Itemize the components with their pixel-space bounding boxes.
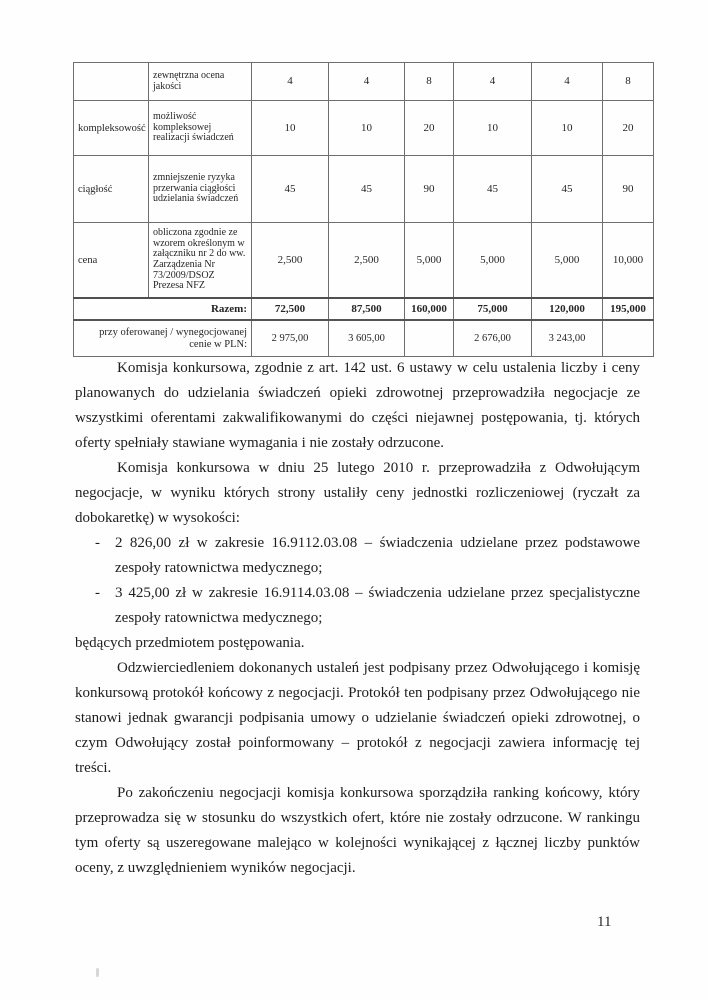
value-cell: 10 (329, 101, 405, 156)
total-value-cell: 87,500 (329, 298, 405, 320)
value-cell: 90 (405, 156, 454, 223)
value-cell: 20 (405, 101, 454, 156)
total-value-cell: 195,000 (603, 298, 654, 320)
description-cell: obliczona zgodnie ze wzorem określonym w załączniku nr 2 do ww. Zarządzenia Nr 73/2009/DSOZ Prezesa NFZ (149, 223, 252, 299)
value-cell: 2,500 (252, 223, 329, 299)
value-cell: 10,000 (603, 223, 654, 299)
price-value-cell: 3 605,00 (329, 320, 405, 357)
price-value-cell (603, 320, 654, 357)
criterion-cell: cena (74, 223, 149, 299)
value-cell: 10 (532, 101, 603, 156)
price-row (74, 320, 654, 357)
total-value-cell: 72,500 (252, 298, 329, 320)
description-cell: zewnętrzna ocena jakości (149, 63, 252, 101)
total-value-cell: 75,000 (454, 298, 532, 320)
value-cell: 4 (532, 63, 603, 101)
value-cell: 45 (329, 156, 405, 223)
description-cell: zmniejszenie ryzyka przerwania ciągłości udzielania świadczeń (149, 156, 252, 223)
document-body (75, 356, 640, 881)
value-cell: 4 (329, 63, 405, 101)
value-cell: 5,000 (454, 223, 532, 299)
value-cell: 4 (454, 63, 532, 101)
list-item-text: 3 425,00 zł w zakresie 16.9114.03.08 – świadczenia udzielane przez specjalistyczne zespoły ratownictwa medycznego; (115, 585, 640, 626)
price-row-label: przy oferowanej / wynegocjowanej cenie w PLN: (74, 320, 252, 357)
price-value-cell: 2 676,00 (454, 320, 532, 357)
value-cell: 10 (454, 101, 532, 156)
value-cell: 10 (252, 101, 329, 156)
list-dash: - (95, 585, 100, 601)
table-row (74, 101, 654, 156)
value-cell: 4 (252, 63, 329, 101)
table-row (74, 156, 654, 223)
table-row (74, 223, 654, 299)
paragraph-intro: Komisja konkursowa, zgodnie z art. 142 ust. 6 ustawy w celu ustalenia liczby i ceny planowanych do udzielania świadczeń opieki zdrowotnej przeprowadziła negocjacje ze wszystkimi oferentami zakwalifikowanymi do części niejawnej postępowania, tj. których oferty spełniały stawiane wymagania i nie zostały odrzucone. (75, 360, 640, 451)
list-item (75, 531, 640, 581)
total-value-cell: 160,000 (405, 298, 454, 320)
value-cell: 5,000 (405, 223, 454, 299)
list-item-text: 2 826,00 zł w zakresie 16.9112.03.08 – świadczenia udzielane przez podstawowe zespoły ratownictwa medycznego; (115, 535, 640, 576)
value-cell: 20 (603, 101, 654, 156)
paragraph-subject: będących przedmiotem postępowania. (75, 635, 305, 651)
total-value-cell: 120,000 (532, 298, 603, 320)
list-dash: - (95, 535, 100, 551)
criteria-scoring-table (73, 62, 654, 357)
criterion-cell: kompleksowość (74, 101, 149, 156)
value-cell: 2,500 (329, 223, 405, 299)
value-cell: 8 (405, 63, 454, 101)
price-value-cell: 3 243,00 (532, 320, 603, 357)
table-row (74, 63, 654, 101)
value-cell: 45 (532, 156, 603, 223)
paragraph-protocol: Odzwierciedleniem dokonanych ustaleń jest podpisany przez Odwołującego i komisję konkursową protokół końcowy z negocjacji. Protokół ten podpisany przez Odwołującego nie stanowi jednak gwarancji podpisania umowy o udzielanie świadczeń opieki zdrowotnej, o czym Odwołujący został poinformowany – protokół z negocjacji zawiera informację tej treści. (75, 660, 640, 776)
value-cell: 45 (252, 156, 329, 223)
price-value-cell: 2 975,00 (252, 320, 329, 357)
total-row (74, 298, 654, 320)
value-cell: 5,000 (532, 223, 603, 299)
description-cell: możliwość kompleksowej realizacji świadczeń (149, 101, 252, 156)
value-cell: 45 (454, 156, 532, 223)
value-cell: 8 (603, 63, 654, 101)
scan-artifact (96, 968, 99, 977)
criterion-cell: ciągłość (74, 156, 149, 223)
paragraph-ranking: Po zakończeniu negocjacji komisja konkursowa sporządziła ranking końcowy, który przeprowadza się w stosunku do wszystkich ofert, które nie zostały odrzucone. W rankingu tym oferty są uszeregowane malejąco w kolejności wynikającej z łącznej liczby punktów oceny, z uwzględnieniem wyników negocjacji. (75, 785, 640, 876)
page-number: 11 (597, 914, 612, 930)
paragraph-negotiations: Komisja konkursowa w dniu 25 lutego 2010 r. przeprowadziła z Odwołującym negocjacje, w wyniku których strony ustaliły ceny jednostki rozliczeniowej (ryczałt za dobokaretkę) w wysokości: (75, 460, 640, 526)
value-cell: 90 (603, 156, 654, 223)
list-item (75, 581, 640, 631)
criterion-cell (74, 63, 149, 101)
total-label: Razem: (74, 298, 252, 320)
price-value-cell (405, 320, 454, 357)
